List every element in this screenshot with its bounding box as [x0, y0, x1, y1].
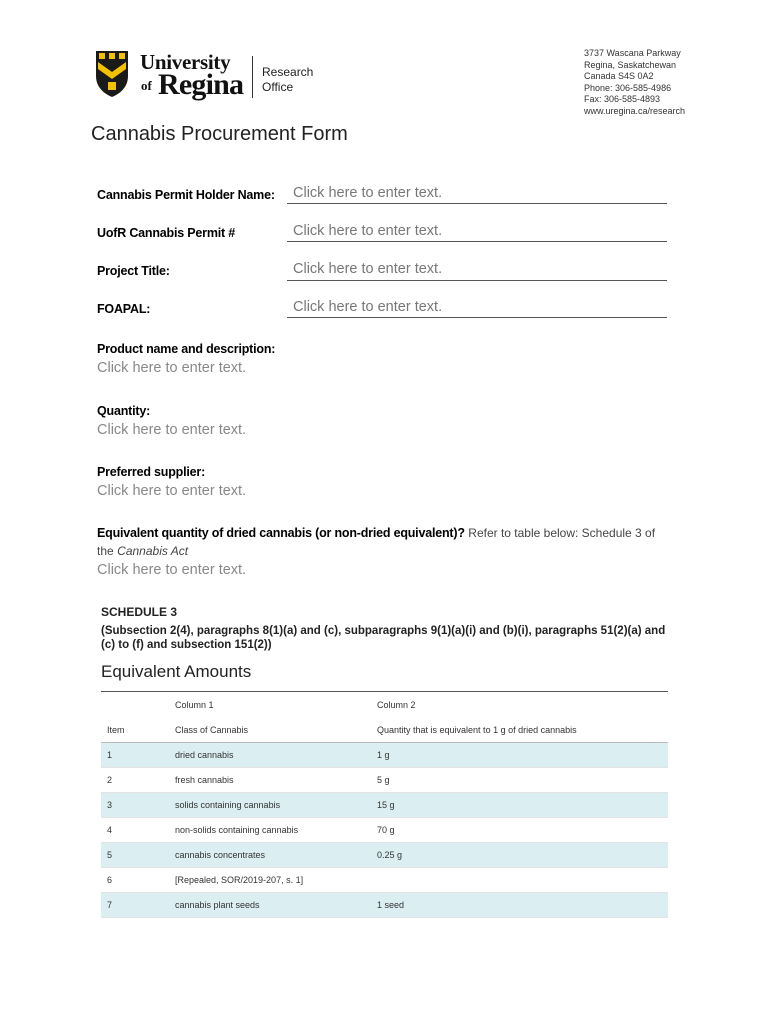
equivalent-amounts-title: Equivalent Amounts — [101, 662, 252, 681]
table-row: 2 fresh cannabis 5 g — [101, 768, 668, 793]
permit-holder-label: Cannabis Permit Holder Name: — [97, 188, 275, 202]
preferred-supplier-label: Preferred supplier: — [97, 465, 206, 479]
logo-university-text: University — [140, 50, 231, 74]
equivalent-amounts-table — [101, 691, 668, 918]
form-title: Cannabis Procurement Form — [91, 123, 348, 145]
logo-regina-text: Regina — [158, 68, 244, 101]
column-1-label: Column 1 — [175, 700, 214, 710]
header-class: Class of Cannabis — [169, 718, 371, 743]
table-row: 5 cannabis concentrates 0.25 g — [101, 843, 668, 868]
table-column-labels — [101, 692, 668, 719]
header-item: Item — [101, 718, 169, 743]
project-title-input[interactable]: Click here to enter text. — [293, 261, 443, 277]
project-title-label: Project Title: — [97, 264, 170, 278]
table-row: 1 dried cannabis 1 g — [101, 743, 668, 768]
table-row: 3 solids containing cannabis 15 g — [101, 793, 668, 818]
column-2-label: Column 2 — [377, 700, 416, 710]
logo-divider — [252, 56, 253, 98]
table-row: 7 cannabis plant seeds 1 seed — [101, 893, 668, 918]
preferred-supplier-input[interactable]: Click here to enter text. — [97, 483, 247, 499]
product-name-input[interactable]: Click here to enter text. — [97, 360, 247, 376]
foapal-input[interactable]: Click here to enter text. — [293, 299, 443, 315]
permit-number-underline — [287, 241, 667, 242]
equivalent-quantity-label: Equivalent quantity of dried cannabis (or non-dried equivalent)? Refer to table below: Schedule 3 of the Cannabis Act — [97, 526, 656, 558]
schedule-heading: SCHEDULE 3 — [101, 605, 178, 619]
foapal-label: FOAPAL: — [97, 302, 151, 316]
product-name-label: Product name and description: — [97, 342, 276, 356]
table-row: 4 non-solids containing cannabis 70 g — [101, 818, 668, 843]
quantity-input[interactable]: Click here to enter text. — [97, 422, 247, 438]
logo-of-text: of — [141, 78, 152, 93]
foapal-underline — [287, 317, 667, 318]
university-crest-logo — [95, 50, 129, 98]
table-row: 6 [Repealed, SOR/2019-207, s. 1] — [101, 868, 668, 893]
permit-holder-underline — [287, 203, 667, 204]
permit-holder-input[interactable]: Click here to enter text. — [293, 185, 443, 201]
contact-address: 3737 Wascana Parkway Regina, Saskatchewan Canada S4S 0A2 Phone: 306-585-4986 Fax: 306-585-4893 www.uregina.ca/research — [584, 48, 686, 116]
header-quantity: Quantity that is equivalent to 1 g of dried cannabis — [371, 718, 668, 743]
project-title-underline — [287, 280, 667, 281]
permit-number-input[interactable]: Click here to enter text. — [293, 223, 443, 239]
research-office-label: Research Office — [262, 65, 314, 94]
table-header-row — [101, 718, 668, 743]
permit-number-label: UofR Cannabis Permit # — [97, 226, 235, 240]
equivalent-quantity-input[interactable]: Click here to enter text. — [97, 562, 247, 578]
quantity-label: Quantity: — [97, 404, 151, 418]
schedule-subheading: (Subsection 2(4), paragraphs 8(1)(a) and (c), subparagraphs 9(1)(a)(i) and (b)(i), paragraphs 51(2)(a) and (c) to (f) and subsection 151(2)) — [101, 625, 666, 651]
